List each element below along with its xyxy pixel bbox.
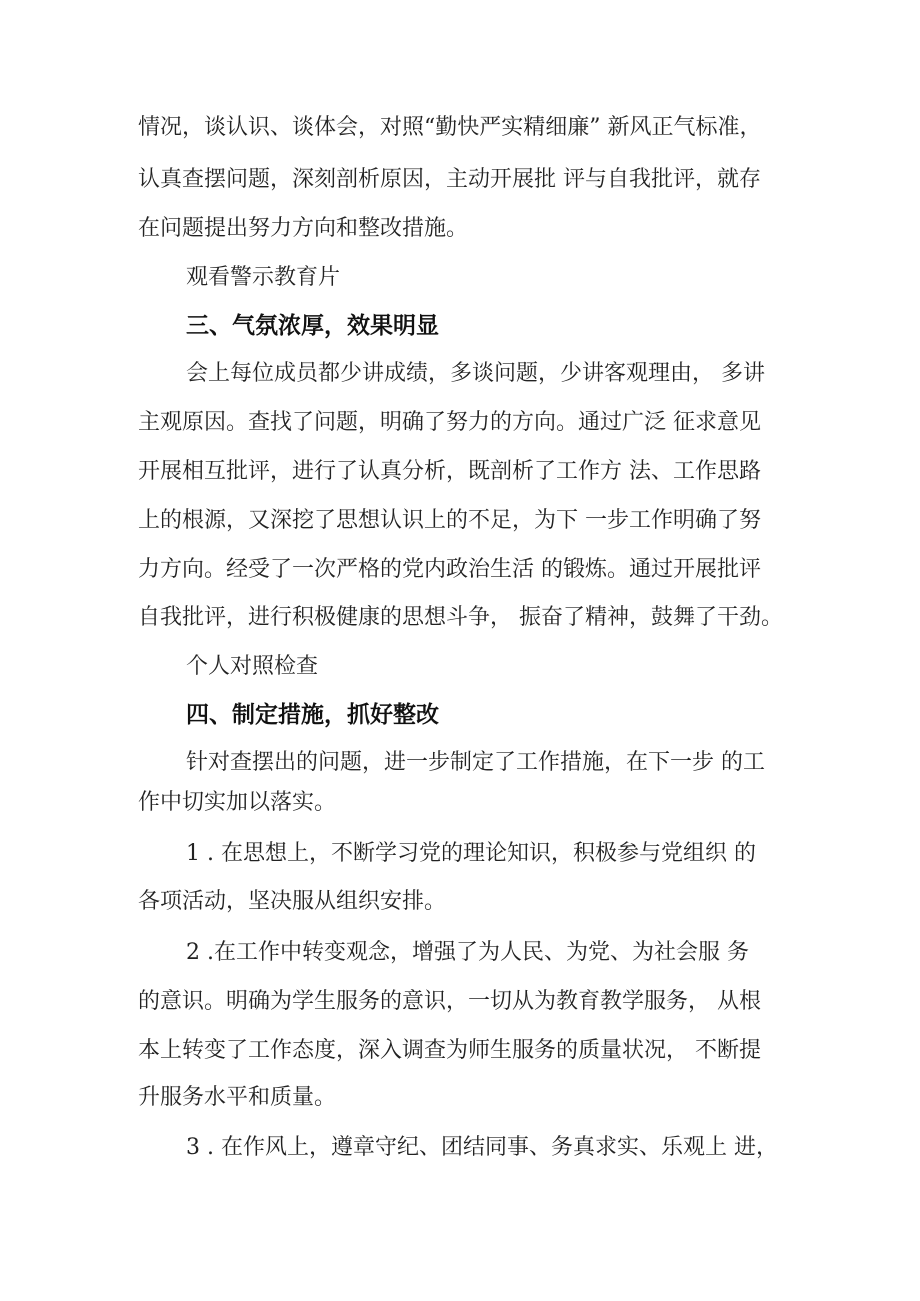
text-line: 3 . 在作风上，遵章守纪、团结同事、务真求实、乐观上 进， (186, 1135, 778, 1160)
text-line: 情况，谈认识、谈体会，对照“勤快严实精细廉” 新风正气标准， (138, 115, 762, 140)
text-line: 开展相互批评，进行了认真分析，既剖析了工作方 法、工作思路 (138, 459, 761, 484)
text-line: 针对查摆出的问题，进一步制定了工作措施，在下一步 的工 (186, 750, 765, 775)
text-line: 的意识。明确为学生服务的意识，一切从为教育教学服务， 从根 (138, 989, 761, 1014)
subsection-label: 个人对照检查 (186, 654, 319, 679)
text-line: 作中切实加以落实。 (138, 790, 337, 815)
text-line: 在问题提出努力方向和整改措施。 (138, 216, 469, 241)
text-line: 上的根源，又深挖了思想认识上的不足，为下 一步工作明确了努 (138, 508, 761, 533)
text-line: 力方向。经受了一次严格的党内政治生活 的锻炼。通过开展批评 (138, 557, 761, 582)
text-line: 2 .在工作中转变观念，增强了为人民、为党、为社会服 务 (186, 940, 749, 965)
text-line: 会上每位成员都少讲成绩，多谈问题，少讲客观理由， 多讲 (186, 361, 765, 386)
text-line: 认真查摆问题，深刻剖析原因，主动开展批 评与自我批评，就存 (138, 167, 761, 192)
section-heading: 四、制定措施，抓好整改 (186, 702, 439, 728)
text-line: 自我批评，进行积极健康的思想斗争， 振奋了精神，鼓舞了干劲。 (138, 605, 783, 630)
text-line: 1 . 在思想上，不断学习党的理论知识，积极参与党组织 的 (186, 841, 756, 866)
text-line: 本上转变了工作态度，深入调查为师生服务的质量状况， 不断提 (138, 1038, 761, 1063)
text-line: 各项活动，坚决服从组织安排。 (138, 889, 447, 914)
text-line: 升服务水平和质量。 (138, 1085, 337, 1110)
subsection-label: 观看警示教育片 (186, 265, 341, 290)
section-heading: 三、气氛浓厚，效果明显 (186, 313, 439, 339)
text-line: 主观原因。查找了问题，明确了努力的方向。通过广泛 征求意见 (138, 410, 761, 435)
